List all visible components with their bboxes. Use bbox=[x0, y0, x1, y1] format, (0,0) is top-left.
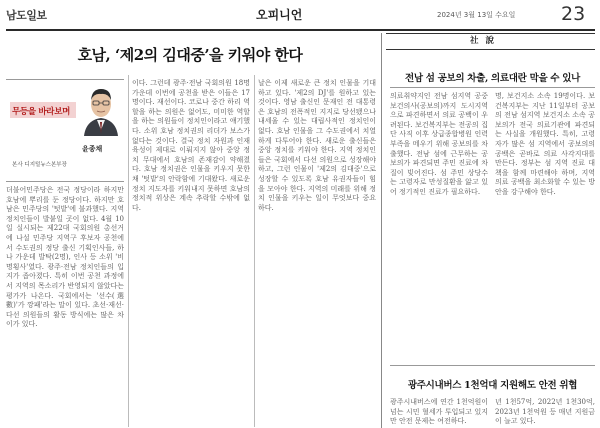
editorial-label: 社 說 bbox=[470, 36, 496, 46]
editorial-1-col2: 명, 보건지소 소속 19명이다. 보건복지부는 지난 11일부터 공보의 전남 섬지역 보건지소 소속 공보의가 전국 의료기관에 파견되는 사실을 개원했다. 특히, 고령자가 많은 섬 지역에서 공보의의 공백은 곧바로 의료 사각지대를 만든다. 정부는 섬 지역 진료 대책을 함께 마련해야 하며, 지역 의료 공백을 최소화할 수 있는 방안을 강구해야 한다. bbox=[495, 92, 595, 196]
editorial-separator bbox=[390, 365, 595, 366]
editorial-title-rule bbox=[390, 87, 595, 88]
column-divider bbox=[254, 75, 255, 427]
column-body-col1: 더불어민주당은 전국 정당이라 하지만 호남에 뿌리를 둔 정당이다. 하지만 호남은 민주당의 '텃밭'에 불과했다. 지역 정치인들이 발붙일 곳이 없다. 4월 10일 실시되는 제22대 국회의원 총선거에 나설 민주당 지역구 후보자 공천에서 수도권의 정당 출신 기획인사들, 하나 가운데 발탁(2명), 인사 등 소위 '비명횡사'였다. 광주·전남 정치인들의 입지가 좁아졌다. 특히 이번 공천 과정에서 지역의 목소리가 반영되지 않았다는 평가가 나온다. 국회에서는 '선수(選數)'가 깡패'라는 말이 있다. 초선·재선·다선 의원들의 활동 방식에는 많은 차이가 있다. bbox=[6, 186, 124, 329]
columnist-box bbox=[6, 79, 124, 182]
editorial-title-2: 광주시내버스 1천억대 지원해도 안전 위협 bbox=[407, 380, 578, 391]
column-divider bbox=[128, 75, 129, 427]
column-body-col3: 날은 이제 새로운 큰 정치 인물을 기대하고 있다. '제2의 DJ'를 원하고 있는 것이다. 영남 출신인 문재인 전 대통령은 호남의 전폭적인 지지로 당선됐으나 내세울 수 있는 대립사적인 정치인이 없다. 호남 인물을 그 수도권에서 치열하게 다투어야 한다. 새로운 출신들은 중앙 정치를 키워야 한다. 지역 정치인들은 국회에서 다선 의원으로 성장해야 하고, 그런 인물이 '제2의 김대중'으로 성장할 수 있도록 호남 유권자들이 힘을 모아야 한다. 지역의 미래를 위해 정치 인물을 키우는 일이 무엇보다 중요하다. bbox=[258, 79, 376, 212]
column-title: 호남, ‘제2의 김대중’을 키워야 한다 bbox=[77, 46, 303, 64]
page-header bbox=[0, 0, 600, 30]
series-name: 무등을 바라보며 bbox=[12, 107, 71, 117]
newspaper-name: 남도일보 bbox=[6, 9, 47, 22]
page-number: 23 bbox=[561, 3, 586, 25]
editorial-2-col2: 년 1천57억, 2022년 1천30억, 2023년 1천억원 등 매년 지원금이 늘고 있다. bbox=[495, 398, 595, 426]
author-photo bbox=[80, 82, 122, 136]
editorial-1-col1: 의료취약지인 전남 섬지역 공중보건의사(공보의)까지 도시지역으로 파견하면서 의료 공백이 우려된다. 보건복지부는 전공의 집단 사직 이후 상급종합병원 인력 부족을 메우기 위해 공보의를 차출했다. 전남 섬에 근무하는 공보의가 파견되면 주민 진료에 차질이 빚어진다. 섬 주민 상당수는 고령자로 만성질환을 앓고 있어 정기적인 진료가 필요하다. bbox=[390, 92, 488, 196]
editorial-title-1: 전남 섬 공보의 차출, 의료대란 막을 수 있나 bbox=[405, 73, 580, 84]
issue-date: 2024년 3월 13일 수요일 bbox=[437, 11, 516, 19]
author-name: 윤종채 bbox=[82, 144, 103, 153]
editorial-divider bbox=[381, 33, 382, 428]
header-rule bbox=[6, 29, 595, 31]
section-title: 오피니언 bbox=[256, 8, 303, 22]
column-body-col2: 이다. 그런데 광주·전남 국회의원 18명 가운데 이번에 공천을 받은 이들은 17명이다. 재선이다. 코로나 중간 하리 역할을 하는 의원은 없어도, 미미한 역할을 하는 의원들이 정치인이라고 얘기했다. 소위 호남 정치권의 리더가 보스가 없다는 것이다. 결국 정치 자원과 인재 육성이 제대로 이뤄지지 않아 중앙 정치 무대에서 호남의 존재감이 약해졌다. 호남 정치권은 인물을 키우지 못한 채 '텃밭'의 안락함에 기대왔다. 새로운 정치 지도자를 키워내지 못하면 호남의 정치적 위상은 계속 추락할 수밖에 없다. bbox=[132, 79, 250, 212]
author-position: 본사 디지털뉴스본부장 bbox=[12, 162, 67, 168]
editorial-2-col1: 광주시내버스에 연간 1천억원이 넘는 시민 혈세가 투입되고 있지만 안전 문제는 여전하다. bbox=[390, 398, 488, 426]
